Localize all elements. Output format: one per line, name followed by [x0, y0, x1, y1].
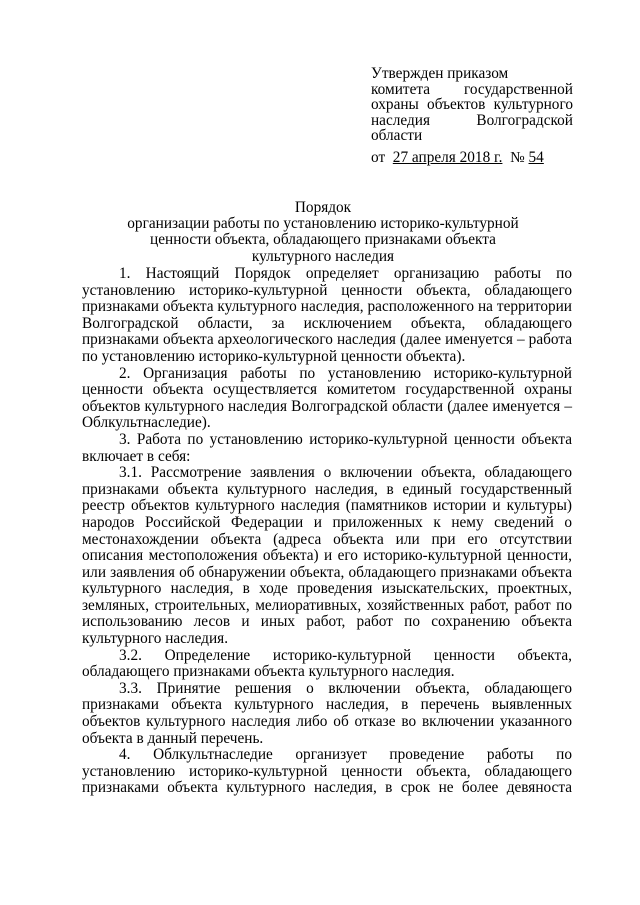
- approval-line: области: [371, 127, 423, 144]
- approval-block: [371, 66, 573, 165]
- document-body: [82, 266, 572, 797]
- title-line: организации работы по установлению историко-культурной: [127, 215, 519, 233]
- approval-date-line: [371, 150, 573, 166]
- title-line: ценности объекта, обладающего признаками объекта: [150, 231, 496, 249]
- approval-number: 54: [528, 148, 544, 166]
- approval-line: Утвержден приказом: [371, 65, 509, 82]
- approval-line: наследия Волгоградской: [371, 111, 573, 129]
- approval-line: охраны объектов культурного: [371, 96, 573, 113]
- title-line: Порядок: [294, 199, 352, 216]
- date-prefix: от: [371, 148, 386, 166]
- approval-line: комитета государственной: [371, 80, 573, 98]
- paragraph: 3.3. Принятие решения о включении объекта, обладающего признаками объекта культурного наследия, в перечень выявленных объектов культурного наследия либо об отказе во включении указанного объекта в данный перечень.: [82, 679, 572, 747]
- paragraph: 3.1. Рассмотрение заявления о включении объекта, обладающего признаками объекта культурного наследия, в единый государственный реестр объектов культурного наследия (памятников истории и культуры) народов Российской Федерации и приложенных к нему сведений о местонахождении объекта (адреса объекта или при его отсутствии описания местоположения объекта) и его историко-культурной ценности, или заявления об обнаружении объекта, обладающего признаками объекта культурного наследия, в ходе проведения изыскательских, проектных, земляных, строительных, мелиоративных, хозяйственных работ, работ по использованию лесов и иных работ, работ по сохранению объекта культурного наследия.: [82, 464, 572, 648]
- paragraph: 3. Работа по установлению историко-культурной ценности объекта включает в себя:: [82, 430, 572, 465]
- paragraph: 4. Облкультнаследие организует проведение работы по установлению историко-культурной ценности объекта, обладающего признаками объекта культурного наследия, в срок не более девяноста: [82, 746, 572, 797]
- paragraph: 1. Настоящий Порядок определяет организацию работы по установлению историко-культурной ценности объекта, обладающего признаками объекта культурного наследия, расположенного на территории Волгоградской области, за исключением объекта, обладающего признаками объекта археологического наследия (далее именуется – работа по установлению историко-культурной ценности объекта).: [82, 265, 572, 365]
- paragraph: 3.2. Определение историко-культурной ценности объекта, обладающего признаками объекта культурного наследия.: [82, 646, 572, 681]
- title-line: культурного наследия: [251, 247, 395, 265]
- number-prefix: №: [510, 148, 525, 166]
- document-title: [118, 200, 528, 265]
- approval-date: 27 апреля 2018 г.: [392, 148, 503, 166]
- paragraph: 2. Организация работы по установлению историко-культурной ценности объекта осуществляется комитетом государственной охраны объектов культурного наследия Волгоградской области (далее именуется – Облкультнаследие).: [82, 364, 572, 432]
